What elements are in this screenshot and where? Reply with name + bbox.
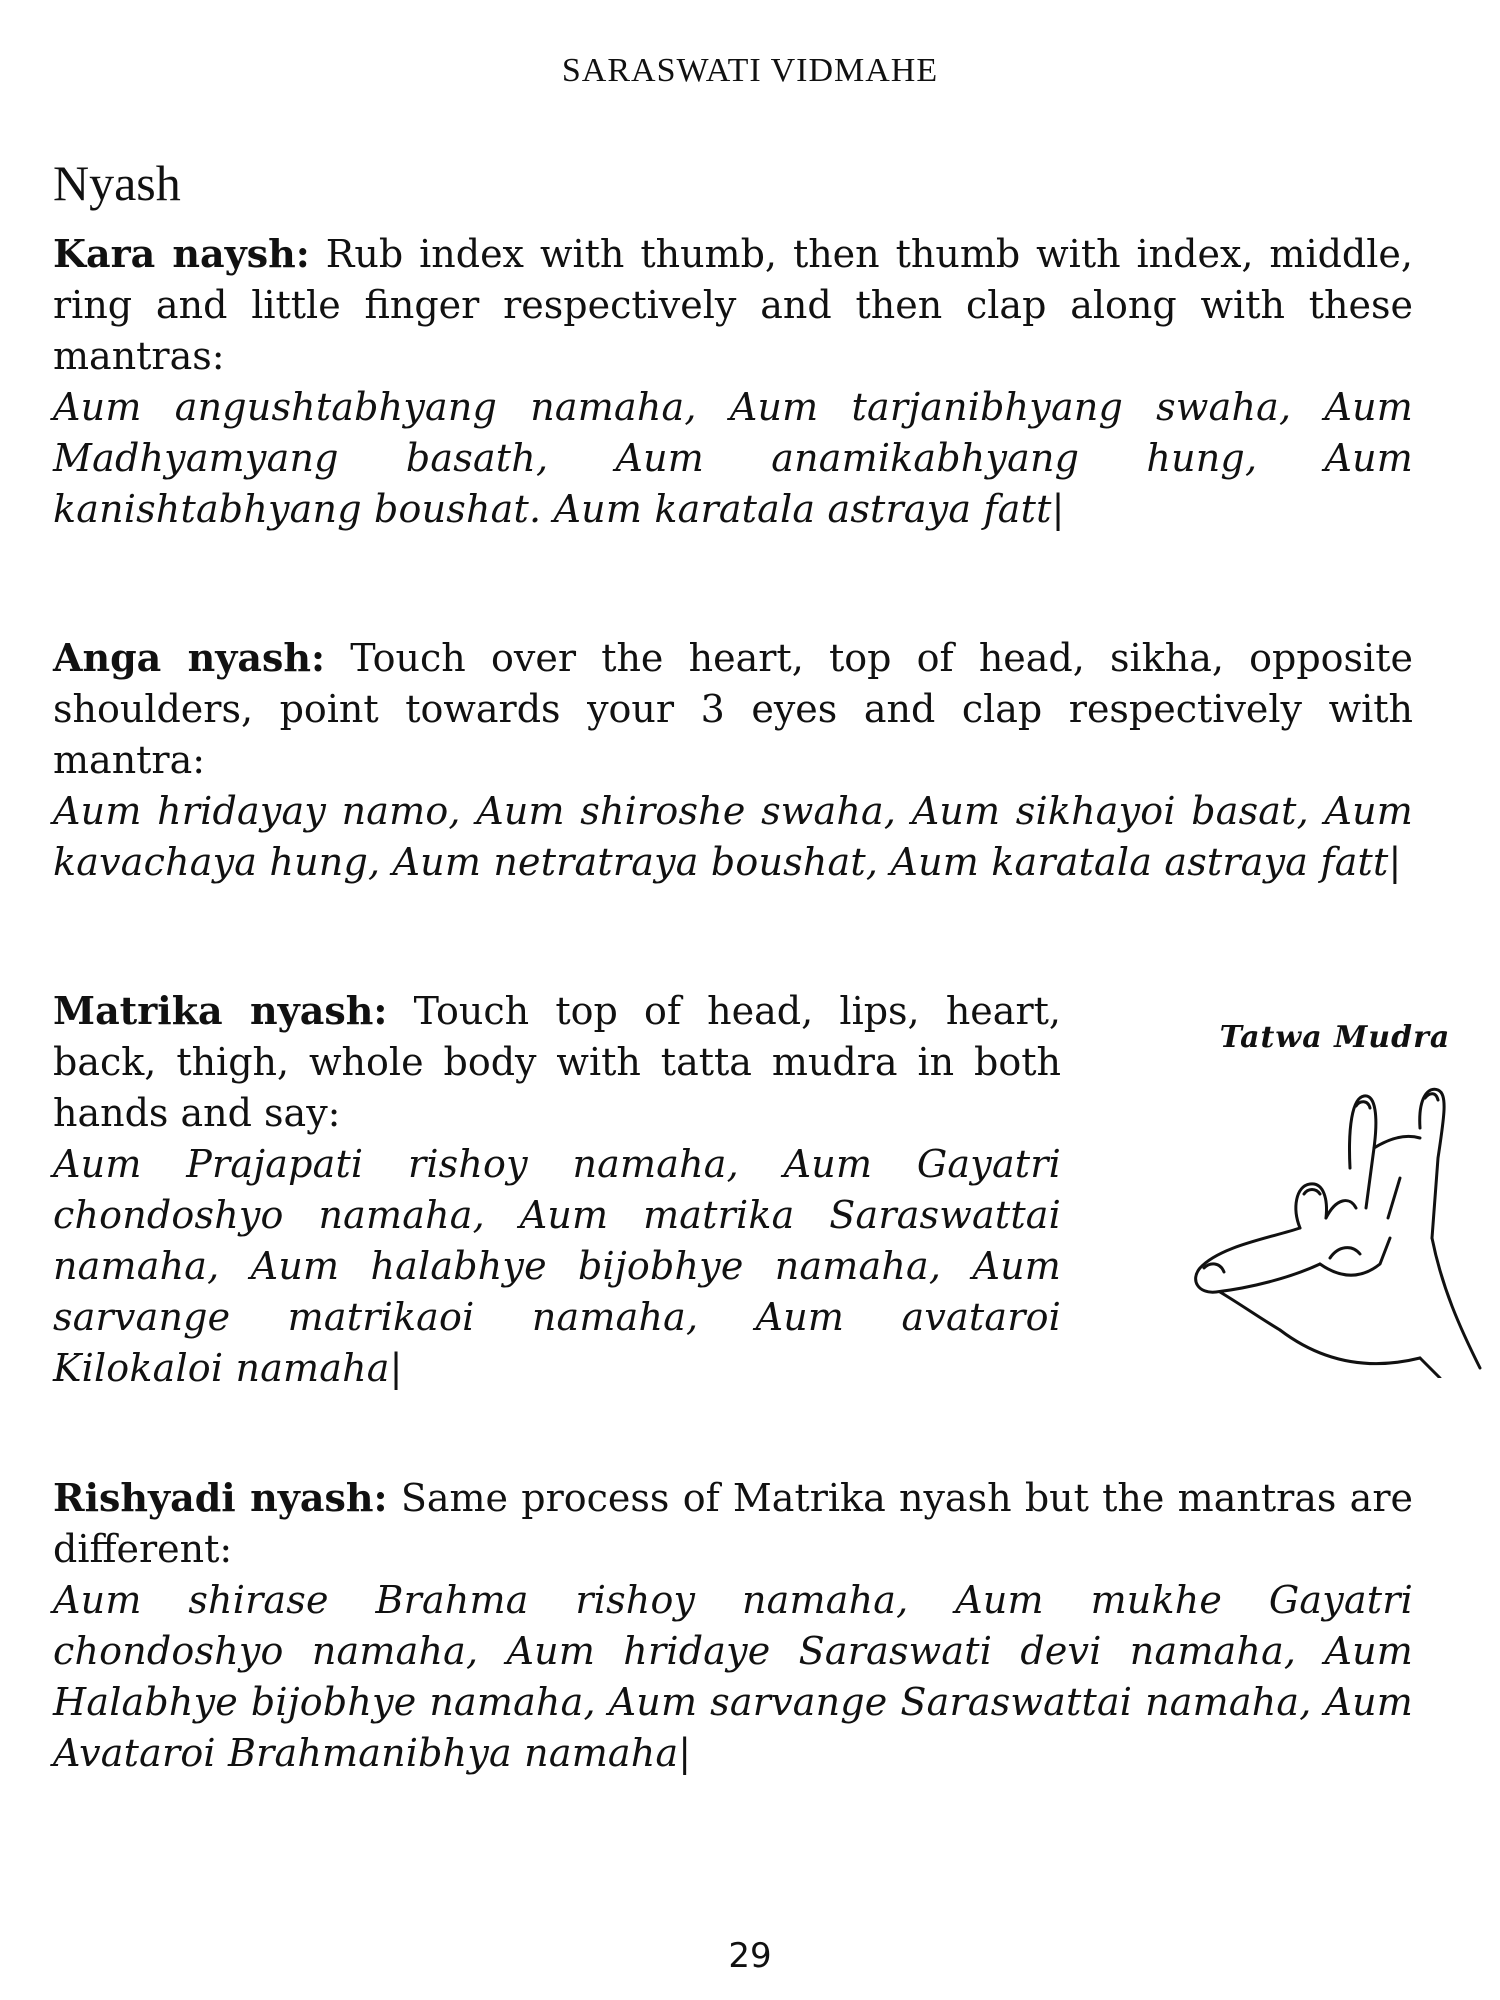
rishyadi-nyash-instruction bbox=[53, 1472, 1413, 1575]
anga-nyash-description: Touch over the heart, top of head, sikha, opposite shoulders, point towards your 3 eyes and clap respectively with mantra: bbox=[53, 636, 1413, 782]
anga-nyash-section bbox=[53, 632, 1413, 888]
anga-nyash-term: Anga nyash: bbox=[53, 635, 326, 680]
anga-nyash-instruction bbox=[53, 632, 1413, 786]
figure-caption: Tatwa Mudra bbox=[1219, 1020, 1451, 1055]
rishyadi-nyash-description: Same process of Matrika nyash but the mantras are different: bbox=[53, 1476, 1413, 1571]
matrika-nyash-description: Touch top of head, lips, heart, back, thigh, whole body with tatta mudra in both hands and say: bbox=[53, 989, 1061, 1135]
kara-nyash-instruction bbox=[53, 228, 1413, 382]
kara-nyash-section bbox=[53, 228, 1413, 535]
anga-nyash-mantra: Aum hridayay namo, Aum shiroshe swaha, Aum sikhayoi basat, Aum kavachaya hung, Aum netratraya boushat, Aum karatala astraya fatt| bbox=[53, 789, 1413, 884]
tatwa-mudra-figure bbox=[1180, 1020, 1490, 1380]
kara-nyash-description: Rub index with thumb, then thumb with index, middle, ring and little finger respectively and then clap along with these mantras: bbox=[53, 232, 1413, 378]
kara-nyash-term: Kara naysh: bbox=[53, 231, 310, 276]
kara-nyash-mantra: Aum angushtabhyang namaha, Aum tarjanibhyang swaha, Aum Madhyamyang basath, Aum anamikabhyang hung, Aum kanishtabhyang boushat. Aum karatala astraya fatt| bbox=[53, 385, 1413, 531]
page-number: 29 bbox=[728, 1936, 772, 1976]
rishyadi-nyash-mantra: Aum shirase Brahma rishoy namaha, Aum mukhe Gayatri chondoshyo namaha, Aum hridaye Saraswati devi namaha, Aum Halabhye bijobhye namaha, Aum sarvange Saraswattai namaha, Aum Avataroi Brahmanibhya namaha| bbox=[53, 1578, 1413, 1775]
matrika-nyash-term: Matrika nyash: bbox=[53, 988, 388, 1033]
matrika-nyash-mantra: Aum Prajapati rishoy namaha, Aum Gayatri chondoshyo namaha, Aum matrika Saraswattai namaha, Aum halabhye bijobhye namaha, Aum sarvange matrikaoi namaha, Aum avataroi Kilokaloi namaha| bbox=[53, 1142, 1061, 1390]
section-title: Nyash bbox=[53, 155, 181, 211]
hand-mudra-illustration-icon bbox=[1180, 1068, 1490, 1378]
running-head: SARASWATI VIDMAHE bbox=[561, 52, 939, 89]
matrika-nyash-instruction bbox=[53, 985, 1061, 1139]
rishyadi-nyash-term: Rishyadi nyash: bbox=[53, 1475, 388, 1520]
rishyadi-nyash-section bbox=[53, 1472, 1413, 1779]
matrika-nyash-section bbox=[53, 985, 1061, 1394]
